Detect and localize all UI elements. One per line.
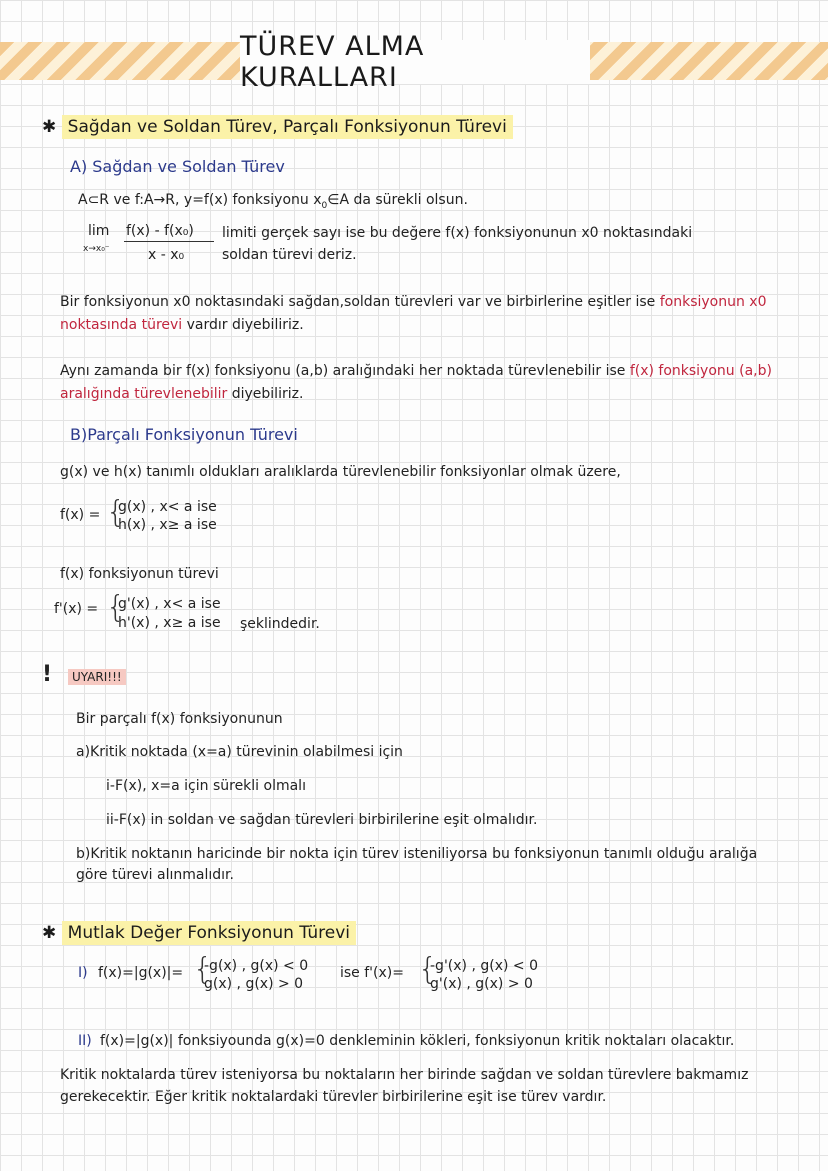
warn-line6: göre türevi alınmalıdır. — [76, 867, 234, 883]
warn-line2 — [76, 743, 403, 761]
fraction-denominator: x - x₀ — [148, 247, 185, 263]
deriv-intro: f(x) fonksiyonun türevi — [60, 566, 219, 582]
a-line1-pre: A⊂R ve f:A→R, y=f(x) fonksiyonu x — [78, 192, 322, 208]
item1-ise: ise f'(x)= — [340, 965, 404, 981]
a-line1-sub: 0 — [321, 200, 328, 211]
warn-line2-text: a)Kritik noktada (x=a) türevinin olabilmesi için — [76, 744, 403, 760]
fraction-line — [124, 241, 214, 242]
deriv-suffix: şeklindedir. — [240, 616, 320, 632]
lim-text1: limiti gerçek sayı ise bu değere f(x) fonksiyonunun x0 noktasındaki — [222, 225, 693, 241]
a-line1 — [78, 191, 468, 215]
brace-icon-4: { — [418, 952, 438, 987]
lim-text2: soldan türevi deriz. — [222, 247, 357, 263]
warn-line5: b)Kritik noktanın haricinde bir nokta için türev isteniliyorsa bu fonksiyonun tanımlı olduğu aralığa — [76, 846, 758, 862]
a-line1-post: ∈A da sürekli olsun. — [327, 192, 468, 208]
para2-line2 — [60, 385, 303, 403]
warning-badge — [68, 668, 126, 686]
item1-case1: -g(x) , g(x) < 0 — [204, 958, 309, 974]
fx-label: f(x) = — [60, 507, 101, 523]
s2-para-line1: Kritik noktalarda türev isteniyorsa bu noktaların her birinde sağdan ve soldan türevlere bakmamız — [60, 1067, 749, 1083]
para1-line1 — [60, 293, 767, 311]
subsection-a-heading: A) Sağdan ve Soldan Türev — [70, 157, 285, 176]
fpx-label: f'(x) = — [54, 601, 99, 617]
star-icon: ✱ — [42, 117, 57, 137]
item1-label: I) — [78, 965, 88, 981]
warn-line3: i-F(x), x=a için sürekli olmalı — [106, 778, 306, 794]
warn-line4: ii-F(x) in soldan ve sağdan türevleri birbirilerine eşit olmalıdır. — [106, 812, 538, 828]
exclamation-icon: ! — [42, 662, 53, 687]
section1-title: Sağdan ve Soldan Türev, Parçalı Fonksiyonun Türevi — [62, 115, 513, 139]
fraction-numerator: f(x) - f(x₀) — [126, 223, 194, 239]
page-title: TÜREV ALMA KURALLARI — [240, 31, 425, 93]
brace-icon-2: { — [106, 590, 126, 625]
section2-title: Mutlak Değer Fonksiyonun Türevi — [62, 921, 356, 945]
lim-word: lim — [88, 223, 110, 239]
item1-case2: g(x) , g(x) > 0 — [204, 976, 304, 992]
warning-badge-text: UYARI!!! — [68, 669, 126, 685]
warn-line1: Bir parçalı f(x) fonksiyonunun — [76, 711, 283, 727]
item1-f: f(x)=|g(x)|= — [98, 965, 184, 981]
para2-text-a: Aynı zamanda bir f(x) fonksiyonu (a,b) aralığındaki her noktada türevlenebilir ise — [60, 363, 626, 379]
item2-label: II) — [78, 1033, 92, 1049]
item1-deriv1: -g'(x) , g(x) < 0 — [430, 958, 538, 974]
deriv-case2: h'(x) , x≥ a ise — [118, 615, 221, 631]
star-icon-2: ✱ — [42, 923, 57, 943]
para2-text-b: diyebiliriz. — [231, 386, 304, 402]
para1-line2 — [60, 316, 304, 334]
title-box — [240, 31, 590, 93]
para2-line1 — [60, 362, 772, 380]
section2-heading — [42, 924, 356, 942]
case1: g(x) , x< a ise — [118, 499, 217, 515]
deriv-case1: g'(x) , x< a ise — [118, 596, 221, 612]
para1-text-b: vardır diyebiliriz. — [186, 317, 304, 333]
brace-icon: { — [106, 495, 126, 530]
case2: h(x) , x≥ a ise — [118, 517, 217, 533]
para1-text-a: Bir fonksiyonun x0 noktasındaki sağdan,soldan türevleri var ve birbirlerine eşitler ise — [60, 294, 656, 310]
brace-icon-3: { — [193, 952, 213, 987]
item2-text: f(x)=|g(x)| fonksiyounda g(x)=0 denkleminin kökleri, fonksiyonun kritik noktaları olacaktır. — [100, 1033, 735, 1049]
section1-heading — [42, 118, 513, 136]
b-line1: g(x) ve h(x) tanımlı oldukları aralıklarda türevlenebilir fonksiyonlar olmak üzere, — [60, 464, 621, 480]
lim-subscript: x→x₀⁻ — [83, 244, 110, 254]
subsection-b-heading: B)Parçalı Fonksiyonun Türevi — [70, 425, 298, 444]
para1-red-a: fonksiyonun x0 — [659, 294, 767, 310]
para2-red-b: aralığında türevlenebilir — [60, 386, 228, 402]
para2-red-a: f(x) fonksiyonu (a,b) — [629, 363, 772, 379]
para1-red-b: noktasında türevi — [60, 317, 183, 333]
s2-para-line2: gerekecektir. Eğer kritik noktalardaki türevler birbirilerine eşit ise türev vardır. — [60, 1089, 607, 1105]
item1-deriv2: g'(x) , g(x) > 0 — [430, 976, 533, 992]
